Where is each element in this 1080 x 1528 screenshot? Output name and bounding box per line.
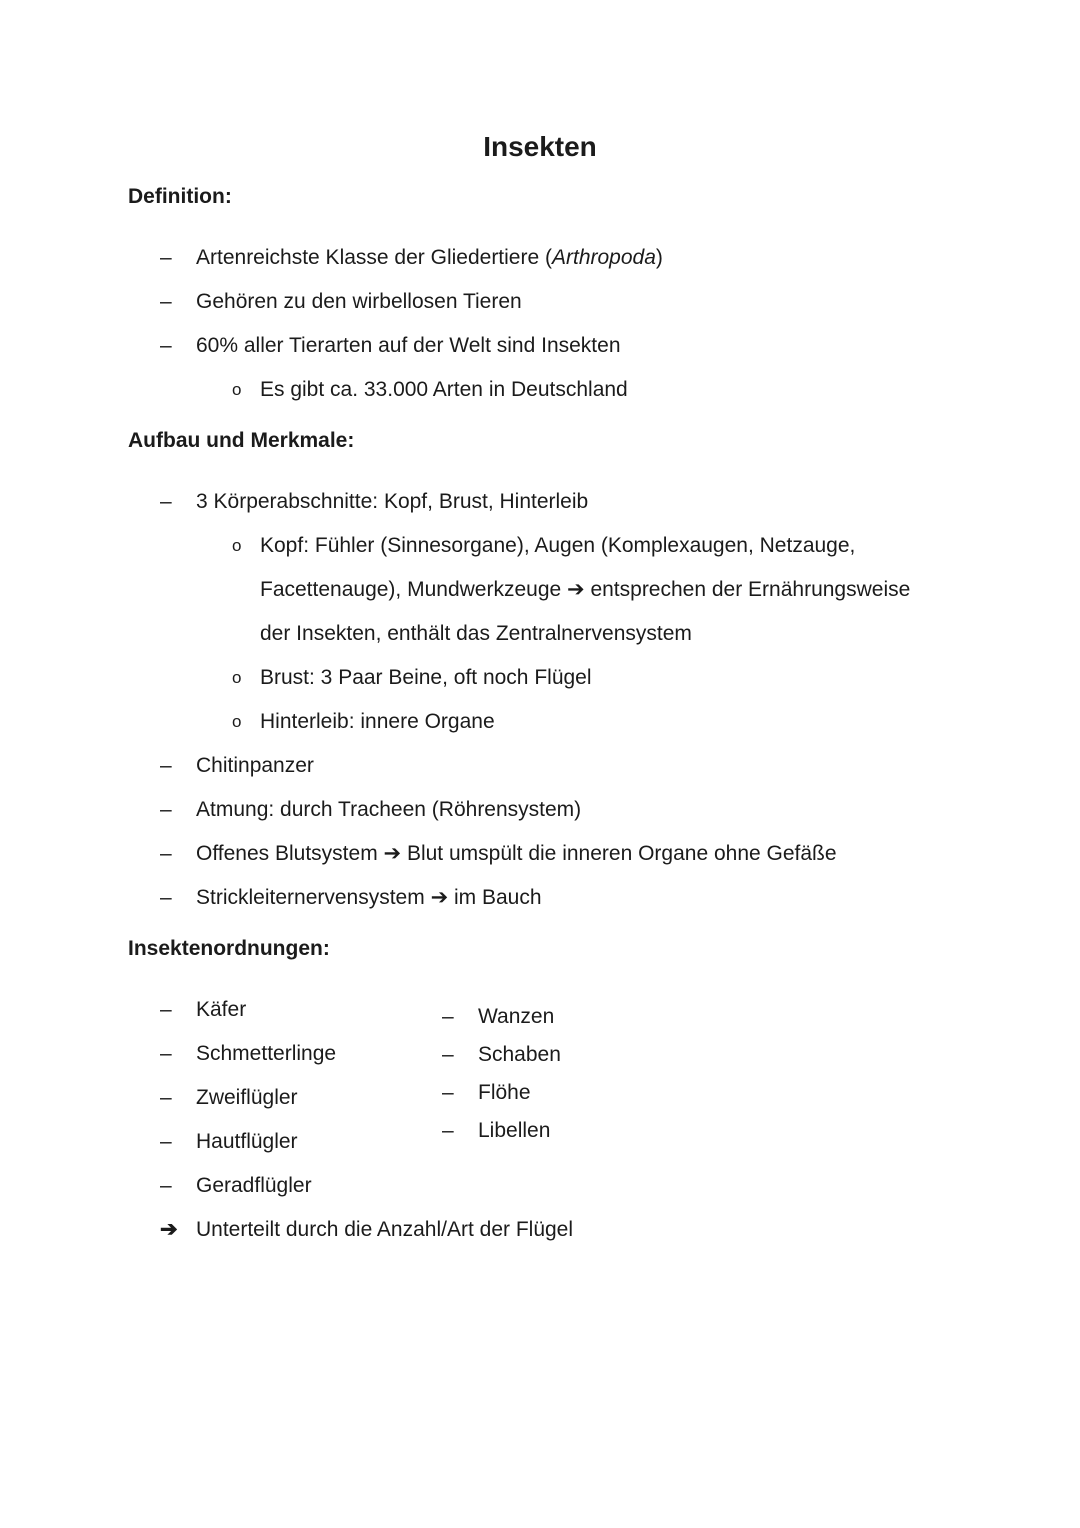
dash-bullet: –: [160, 998, 172, 1021]
list-item-text: Zweiflügler: [196, 1086, 298, 1109]
circle-bullet: o: [232, 668, 242, 687]
list-item: [160, 236, 952, 280]
list-item: [442, 1112, 952, 1150]
list-item: [160, 480, 952, 524]
dash-bullet: –: [160, 754, 172, 777]
text-segment-italic: Arthropoda: [552, 246, 656, 269]
dash-bullet: –: [160, 290, 172, 313]
arrow-icon: ➔: [160, 1218, 178, 1241]
circle-bullet: o: [232, 380, 242, 399]
list-item-text: Flöhe: [478, 1081, 531, 1104]
sub-list-item-text: Es gibt ca. 33.000 Arten in Deutschland: [260, 378, 628, 401]
orders-right-column: [442, 988, 952, 1150]
sub-list-item: [232, 700, 952, 744]
list-item-text: Geradflügler: [196, 1174, 312, 1197]
section-heading-aufbau: Aufbau und Merkmale:: [128, 429, 355, 452]
orders-two-column-list: [128, 988, 952, 1208]
orders-left-column: [128, 988, 442, 1208]
list-item-text: [196, 236, 952, 280]
dash-bullet: –: [160, 246, 172, 269]
circle-bullet: o: [232, 536, 242, 555]
dash-bullet: –: [442, 1081, 454, 1104]
list-item-text: Strickleiternervensystem ➔ im Bauch: [196, 886, 542, 909]
list-item-text: 60% aller Tierarten auf der Welt sind Insekten: [196, 334, 621, 357]
sub-list-item-text: [260, 524, 952, 656]
list-item: [160, 1120, 442, 1164]
list-item-text: Wanzen: [478, 1005, 555, 1028]
circle-bullet: o: [232, 712, 242, 731]
dash-bullet: –: [160, 798, 172, 821]
list-item-text: Schaben: [478, 1043, 561, 1066]
list-item-text: Gehören zu den wirbellosen Tieren: [196, 290, 522, 313]
text-segment: ): [655, 246, 663, 269]
list-item-text: Atmung: durch Tracheen (Röhrensystem): [196, 798, 582, 821]
dash-bullet: –: [160, 334, 172, 357]
dash-bullet: –: [442, 1119, 454, 1142]
list-item-text: Schmetterlinge: [196, 1042, 337, 1065]
list-item: [160, 788, 952, 832]
sub-list-item-text: Hinterleib: innere Organe: [260, 710, 495, 733]
list-item: [442, 1074, 952, 1112]
list-item: [160, 744, 952, 788]
list-item: [160, 876, 952, 920]
text-segment: Artenreichste Klasse der Gliedertiere (: [196, 246, 552, 269]
section-heading-definition: Definition:: [128, 185, 232, 208]
text-line: Facettenauge), Mundwerkzeuge ➔ entsprechen der Ernährungsweise: [260, 578, 911, 601]
list-item-text: Käfer: [196, 998, 247, 1021]
list-item-text: 3 Körperabschnitte: Kopf, Brust, Hinterleib: [196, 490, 589, 513]
list-item-text: Hautflügler: [196, 1130, 298, 1153]
list-item-text: Offenes Blutsystem ➔ Blut umspült die inneren Organe ohne Gefäße: [196, 842, 837, 865]
dash-bullet: –: [160, 1042, 172, 1065]
list-item: [160, 832, 952, 876]
list-item: [160, 1164, 442, 1208]
page-title: Insekten: [483, 131, 597, 162]
list-item: [160, 1076, 442, 1120]
text-line: der Insekten, enthält das Zentralnervensystem: [260, 622, 692, 645]
section-heading-ordnungen: Insektenordnungen:: [128, 937, 330, 960]
list-item: [160, 324, 952, 368]
dash-bullet: –: [160, 842, 172, 865]
sub-list-item: [232, 524, 952, 656]
dash-bullet: –: [160, 1130, 172, 1153]
dash-bullet: –: [160, 1174, 172, 1197]
sub-list-item: [232, 656, 952, 700]
list-item: [160, 988, 442, 1032]
dash-bullet: –: [442, 1005, 454, 1028]
list-item-text: Chitinpanzer: [196, 754, 314, 777]
list-item: [160, 1032, 442, 1076]
sub-list-item-text: Brust: 3 Paar Beine, oft noch Flügel: [260, 666, 592, 689]
text-line: Kopf: Fühler (Sinnesorgane), Augen (Komplexaugen, Netzauge,: [260, 534, 856, 557]
dash-bullet: –: [160, 490, 172, 513]
list-item: [442, 1036, 952, 1074]
dash-bullet: –: [160, 886, 172, 909]
sub-list-item: [232, 368, 952, 412]
list-item: [160, 280, 952, 324]
conclusion-item: [160, 1208, 952, 1252]
list-item-text: Libellen: [478, 1119, 551, 1142]
dash-bullet: –: [442, 1043, 454, 1066]
conclusion-text: Unterteilt durch die Anzahl/Art der Flügel: [196, 1218, 574, 1241]
list-item: [442, 998, 952, 1036]
dash-bullet: –: [160, 1086, 172, 1109]
